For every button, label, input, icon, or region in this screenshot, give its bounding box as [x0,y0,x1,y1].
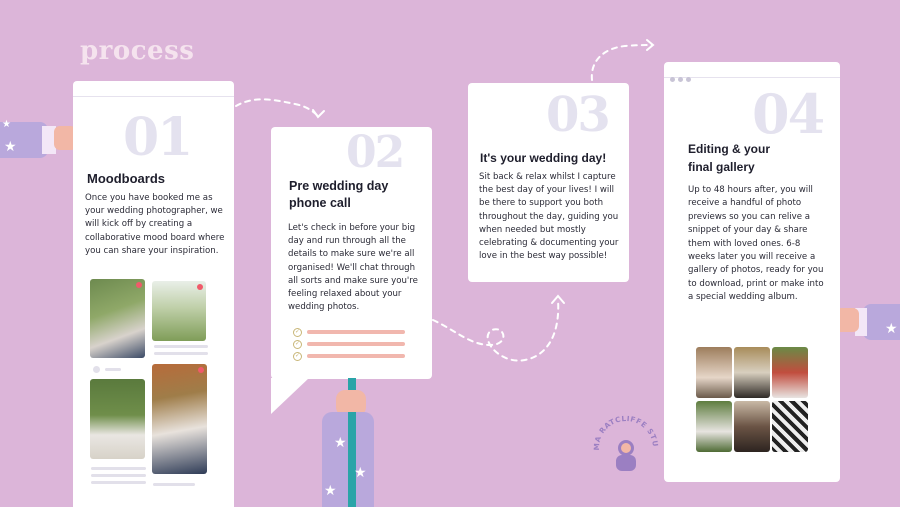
placeholder-bar [105,368,121,371]
gallery-photo [772,401,808,452]
star-icon: ★ [2,119,11,130]
avatar [93,366,100,373]
placeholder-bar [154,345,208,348]
moodboard-photo [90,279,145,358]
step-card-4 [664,62,840,482]
heart-icon [198,367,204,373]
star-icon: ★ [4,139,17,155]
step-title: Pre wedding day phone call [289,179,389,210]
card-header-strip [73,81,234,97]
step-card-1 [73,81,234,507]
step-body: Sit back & relax whilst I capture the best day of your lives! I will be there to support you both throughout the day, guiding you when needed but mostly celebrating & documenting your love in the best way possible! [479,172,619,262]
page-title: process [80,36,195,66]
hand-holding-sign-icon [318,378,376,507]
step-body: Let's check in before your big day and run through all the details to make sure we're all organised! We'll chat through all sorts and make sure you're feeling relaxed about your wedding photos. [288,223,418,313]
checklist-line [307,354,405,358]
star-icon: ★ [885,321,898,337]
step-card-2 [271,127,432,379]
step-number: 02 [346,127,404,178]
step-title: Moodboards [87,171,165,186]
heart-icon [136,282,142,288]
step-title: Editing & your final gallery [688,142,770,174]
svg-text:EMMA RATCLIFFE STUDIO: MA RATCLIFFE STU [591,413,661,451]
moodboard-photo [90,379,145,459]
star-icon: ★ [354,465,367,481]
gallery-photo [696,347,732,398]
moodboard-photo [152,281,206,341]
step-number: 04 [752,82,824,146]
placeholder-bar [91,481,146,484]
speech-bubble-tail [271,378,309,414]
gallery-photo [696,401,732,452]
star-icon: ★ [334,435,347,451]
checkmark-icon: ✓ [294,328,301,335]
studio-stamp-logo [591,410,661,480]
window-dots-icon [670,67,694,86]
step-body: Once you have booked me as your wedding photographer, we will kick off by creating a collaborative mood board where you can share your inspiration. [85,193,225,256]
checkmark-icon: ✓ [294,352,301,359]
gallery-photo [734,347,770,398]
step-number: 03 [546,87,609,143]
star-icon: ★ [324,483,337,499]
checklist-line [307,342,405,346]
placeholder-bar [91,467,146,470]
placeholder-bar [91,474,146,477]
gallery-photo [772,347,808,398]
step-body: Up to 48 hours after, you will receive a handful of photo previews so you can relive a snippet of your day & share them with loved ones. 6-8 weeks later you will receive a gallery of photos, ready for you to download, print or make into a special wedding album. [688,185,824,303]
step-title: It's your wedding day! [480,151,607,165]
placeholder-bar [154,352,208,355]
gallery-photo [734,401,770,452]
placeholder-bar [153,483,195,486]
heart-icon [197,284,203,290]
step-card-3 [468,83,629,282]
moodboard-photo [152,364,207,474]
step-number: 01 [123,107,192,168]
checklist-line [307,330,405,334]
checkmark-icon: ✓ [294,340,301,347]
